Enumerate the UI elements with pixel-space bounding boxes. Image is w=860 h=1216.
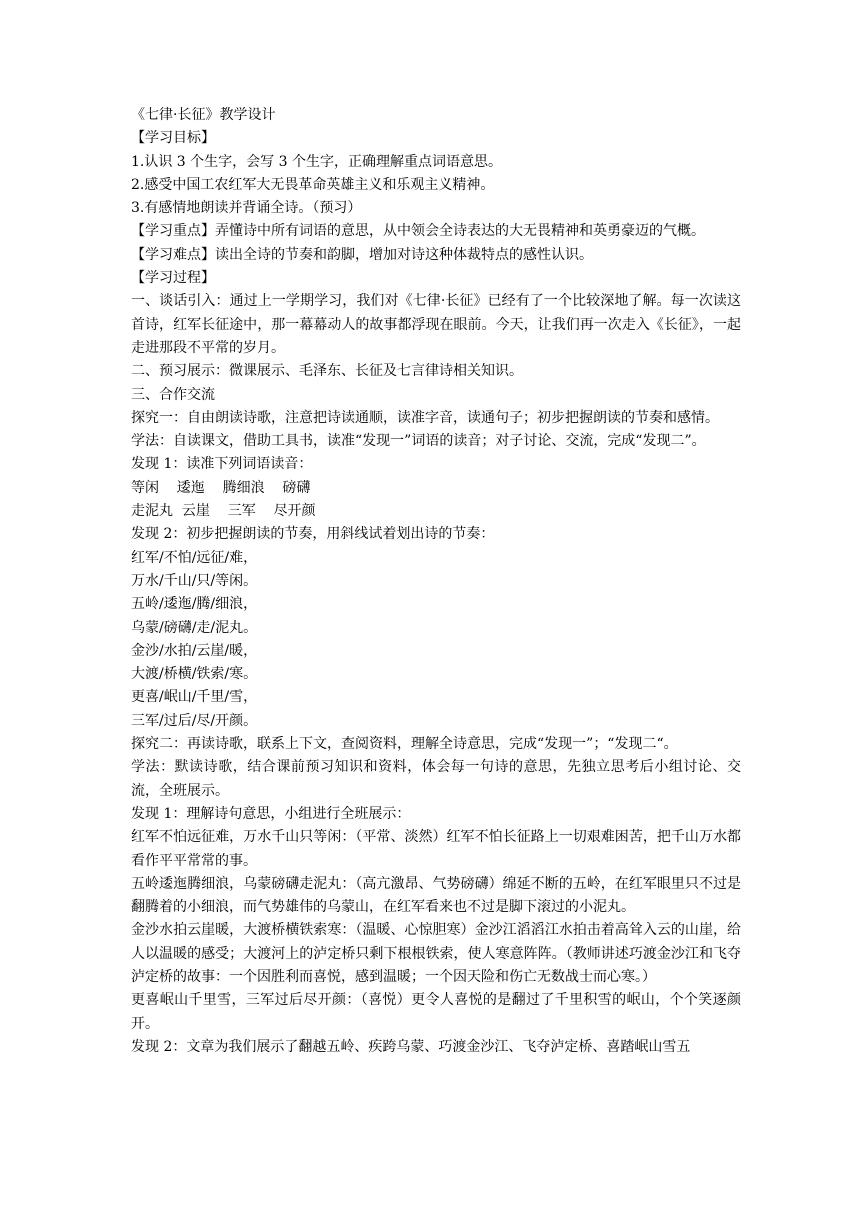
- goals-heading: 【学习目标】: [131, 130, 215, 147]
- key-point: 【学习重点】弄懂诗中所有词语的意思，从中领会全诗表达的大无畏精神和英勇豪迈的气概。: [131, 223, 705, 240]
- process-heading: 【学习过程】: [131, 270, 215, 287]
- explain-1: 红军不怕远征难，万水千山只等闲：（平常、淡然）红军不怕长征路上一切艰难困苦，把千山万水都看作平平常常的事。: [131, 829, 741, 869]
- difficulty: 【学习难点】读出全诗的节奏和韵脚，增加对诗这种体裁特点的感性认识。: [131, 246, 593, 263]
- goal-item-2: 2.感受中国工农红军大无畏革命英雄主义和乐观主义精神。: [131, 176, 495, 193]
- poem-line: 乌蒙/磅礴/走/泥丸。: [131, 619, 258, 636]
- explain-3: 金沙水拍云崖暖，大渡桥横铁索寒：（温暖、心惊胆寒）金沙江滔滔江水拍击着高耸入云的山崖，给人以温暖的感受；大渡河上的泸定桥只剩下根根铁索，使人寒意阵阵。（教师讲述巧渡金沙江和飞夺泸定桥的故事：一个因胜利而喜悦，感到温暖；一个因天险和伤亡无数战士而心寒。）: [131, 922, 741, 985]
- find-2: 发现 2：初步把握朗读的节奏，用斜线试着划出诗的节奏：: [131, 526, 495, 543]
- words-row-2: 走泥丸 云崖 三军 尽开颜: [131, 503, 316, 520]
- explain-4: 更喜岷山千里雪，三军过后尽开颜：（喜悦）更令人喜悦的是翻过了千里积雪的岷山，个个笑逐颜开。: [131, 992, 741, 1032]
- poem-line: 五岭/逶迤/腾/细浪，: [131, 596, 258, 613]
- poem-line: 大渡/桥横/铁索/寒。: [131, 666, 258, 683]
- find-1: 发现 1：读准下列词语读音：: [131, 456, 313, 473]
- explore-1: 探究一：自由朗读诗歌，注意把诗读通顺，读准字音，读通句子；初步把握朗读的节奏和感情。: [131, 409, 719, 426]
- poem-line: 更喜/岷山/千里/雪，: [131, 689, 258, 706]
- explore-2: 探究二：再读诗歌，联系上下文，查阅资料，理解全诗意思，完成“发现一”；“发现二“。: [131, 736, 678, 753]
- cooperate-heading: 三、合作交流: [131, 386, 215, 403]
- goal-item-1: 1.认识 3 个生字，会写 3 个生字，正确理解重点词语意思。: [131, 153, 502, 170]
- document-page: [131, 104, 741, 1059]
- words-row-1: 等闲 逶迤 腾细浪 磅礴: [131, 479, 311, 496]
- goal-item-3: 3.有感情地朗读并背诵全诗。（预习）: [131, 200, 362, 217]
- preview-paragraph: 二、预习展示：微课展示、毛泽东、长征及七言律诗相关知识。: [131, 363, 523, 380]
- poem-line: 红军/不怕/远征/难，: [131, 549, 258, 566]
- poem-line: 万水/千山/只/等闲。: [131, 572, 258, 589]
- poem-line: 金沙/水拍/云崖/暖，: [131, 642, 258, 659]
- document-title: 《七律·长征》教学设计: [131, 107, 276, 123]
- method-2: 学法：默读诗歌，结合课前预习知识和资料，体会每一句诗的意思，先独立思考后小组讨论、交流，全班展示。: [131, 759, 741, 799]
- find-4: 发现 2：文章为我们展示了翻越五岭、疾跨乌蒙、巧渡金沙江、飞夺泸定桥、喜踏岷山雪五: [131, 1038, 691, 1055]
- method-1: 学法：自读课文，借助工具书，读准“发现一”词语的读音；对子讨论、交流，完成“发现二”。: [131, 433, 706, 450]
- intro-paragraph: 一、谈话引入：通过上一学期学习，我们对《七律·长征》已经有了一个比较深地了解。每一次读这首诗，红军长征途中，那一幕幕动人的故事都浮现在眼前。今天，让我们再一次走入《长征》，一起走进那段不平常的岁月。: [131, 293, 741, 356]
- poem-line: 三军/过后/尽/开颜。: [131, 712, 258, 729]
- explain-2: 五岭逶迤腾细浪，乌蒙磅礴走泥丸：（高亢激昂、气势磅礴）绵延不断的五岭，在红军眼里只不过是翻腾着的小细浪，而气势雄伟的乌蒙山，在红军看来也不过是脚下滚过的小泥丸。: [131, 875, 741, 916]
- find-3: 发现 1：理解诗句意思，小组进行全班展示：: [131, 805, 411, 822]
